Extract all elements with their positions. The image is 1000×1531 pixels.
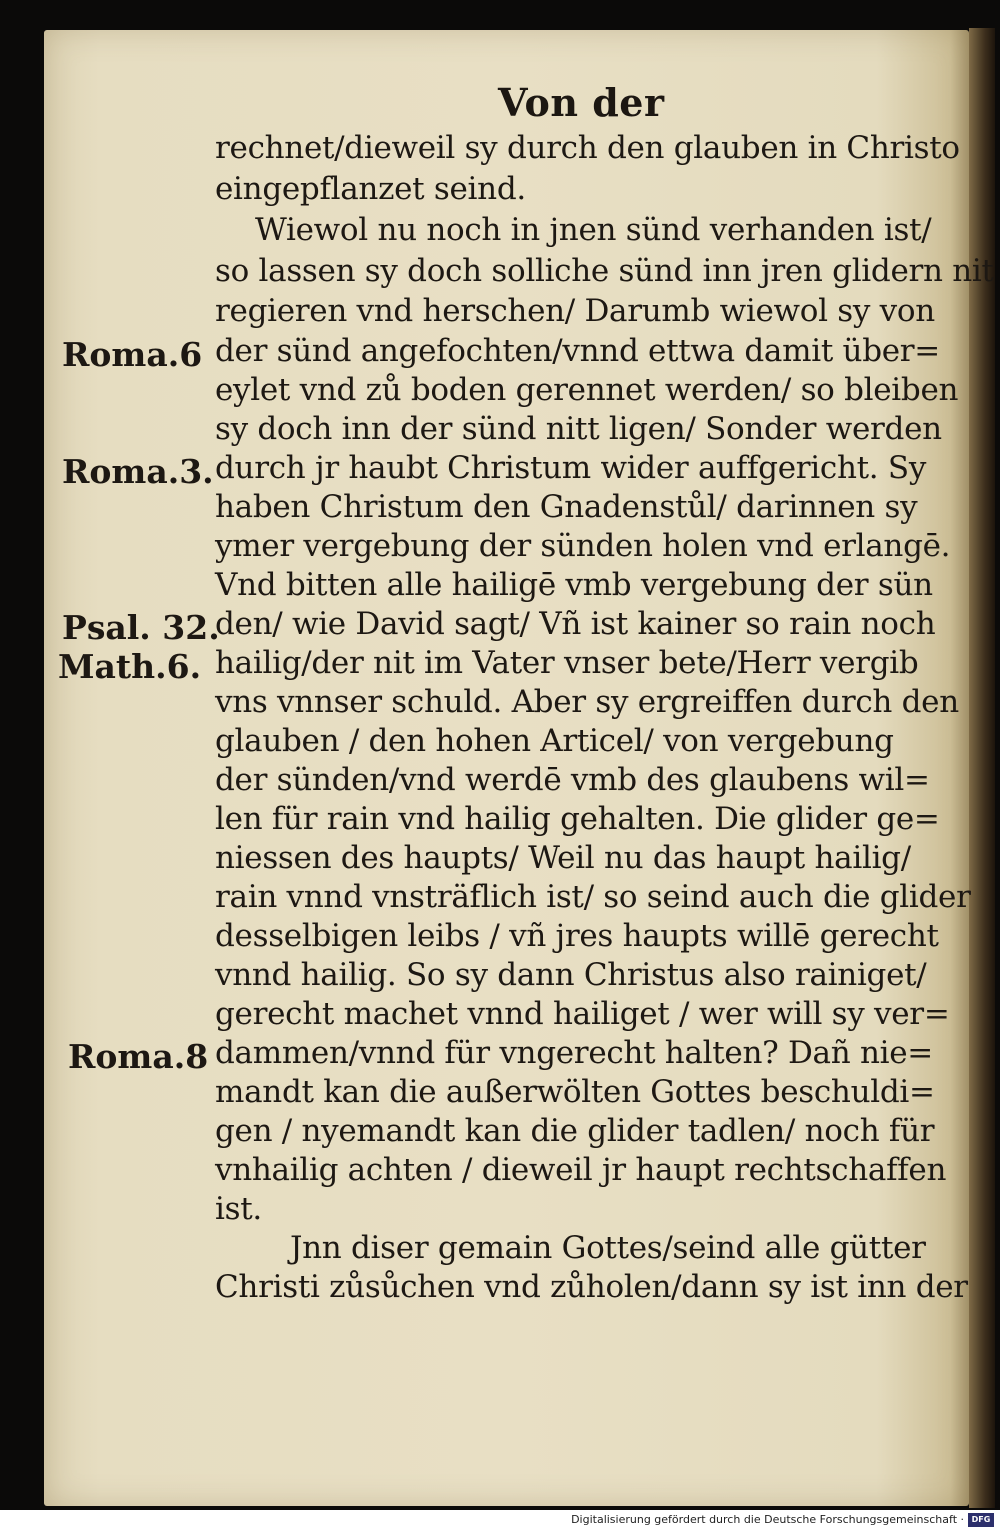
text-line: gen / nyemandt kan die glider tadlen/ noch für <box>215 1113 935 1149</box>
text-line: ymer vergebung der sünden holen vnd erlangē. <box>215 528 951 564</box>
margin-note-psal-32: Psal. 32. <box>62 608 220 647</box>
text-line: haben Christum den Gnadenstůl/ darinnen sy <box>215 489 918 525</box>
text-line: so lassen sy doch solliche sünd inn jren glidern nit <box>215 253 994 289</box>
footer-bar <box>0 1510 1000 1531</box>
running-header: Von der <box>498 80 665 125</box>
text-line: ist. <box>215 1191 262 1227</box>
text-line: vns vnnser schuld. Aber sy ergreiffen durch den <box>215 684 959 720</box>
text-line: niessen des haupts/ Weil nu das haupt hailig/ <box>215 840 911 876</box>
text-line: Wiewol nu noch in jnen sünd verhanden ist/ <box>255 212 932 248</box>
text-line: rechnet/dieweil sy durch den glauben in Christo <box>215 130 960 166</box>
text-line: mandt kan die außerwölten Gottes beschuldi= <box>215 1074 935 1110</box>
text-line: den/ wie David sagt/ Vñ ist kainer so rain noch <box>215 606 936 642</box>
text-line: Vnd bitten alle hailigē vmb vergebung der sün <box>215 567 933 603</box>
text-line: der sünden/vnd werdē vmb des glaubens wil= <box>215 762 930 798</box>
text-line: vnhailig achten / dieweil jr haupt rechtschaffen <box>215 1152 947 1188</box>
margin-note-math-6: Math.6. <box>58 647 202 686</box>
dfg-logo-icon: DFG <box>968 1513 994 1527</box>
text-line: eylet vnd zů boden gerennet werden/ so bleiben <box>215 372 959 408</box>
text-line: gerecht machet vnnd hailiget / wer will sy ver= <box>215 996 950 1032</box>
text-line: der sünd angefochten/vnnd ettwa damit über= <box>215 333 940 369</box>
text-line: hailig/der nit im Vater vnser bete/Herr vergib <box>215 645 919 681</box>
text-line: eingepflanzet seind. <box>215 171 526 207</box>
text-line: Jnn diser gemain Gottes/seind alle gütter <box>290 1230 926 1266</box>
text-line: sy doch inn der sünd nitt ligen/ Sonder werden <box>215 411 942 447</box>
text-line: durch jr haubt Christum wider auffgericht. Sy <box>215 450 927 486</box>
text-line: desselbigen leibs / vñ jres haupts willē gerecht <box>215 918 939 954</box>
text-line: dammen/vnnd für vngerecht halten? Dañ nie= <box>215 1035 933 1071</box>
text-line: rain vnnd vnsträflich ist/ so seind auch die glider <box>215 879 971 915</box>
text-line: vnnd hailig. So sy dann Christus also rainiget/ <box>215 957 927 993</box>
margin-note-roma-3: Roma.3. <box>62 452 214 491</box>
text-line: len für rain vnd hailig gehalten. Die glider ge= <box>215 801 940 837</box>
text-line: Christi zůsůchen vnd zůholen/dann sy ist inn der <box>215 1269 968 1305</box>
margin-note-roma-6: Roma.6 <box>62 335 203 374</box>
footer-credit: Digitalisierung gefördert durch die Deutsche Forschungsgemeinschaft · <box>571 1513 964 1526</box>
margin-note-roma-8: Roma.8 <box>68 1037 209 1076</box>
text-line: regieren vnd herschen/ Darumb wiewol sy von <box>215 293 935 329</box>
page-edge <box>969 28 995 1508</box>
text-line: glauben / den hohen Articel/ von vergebung <box>215 723 894 759</box>
